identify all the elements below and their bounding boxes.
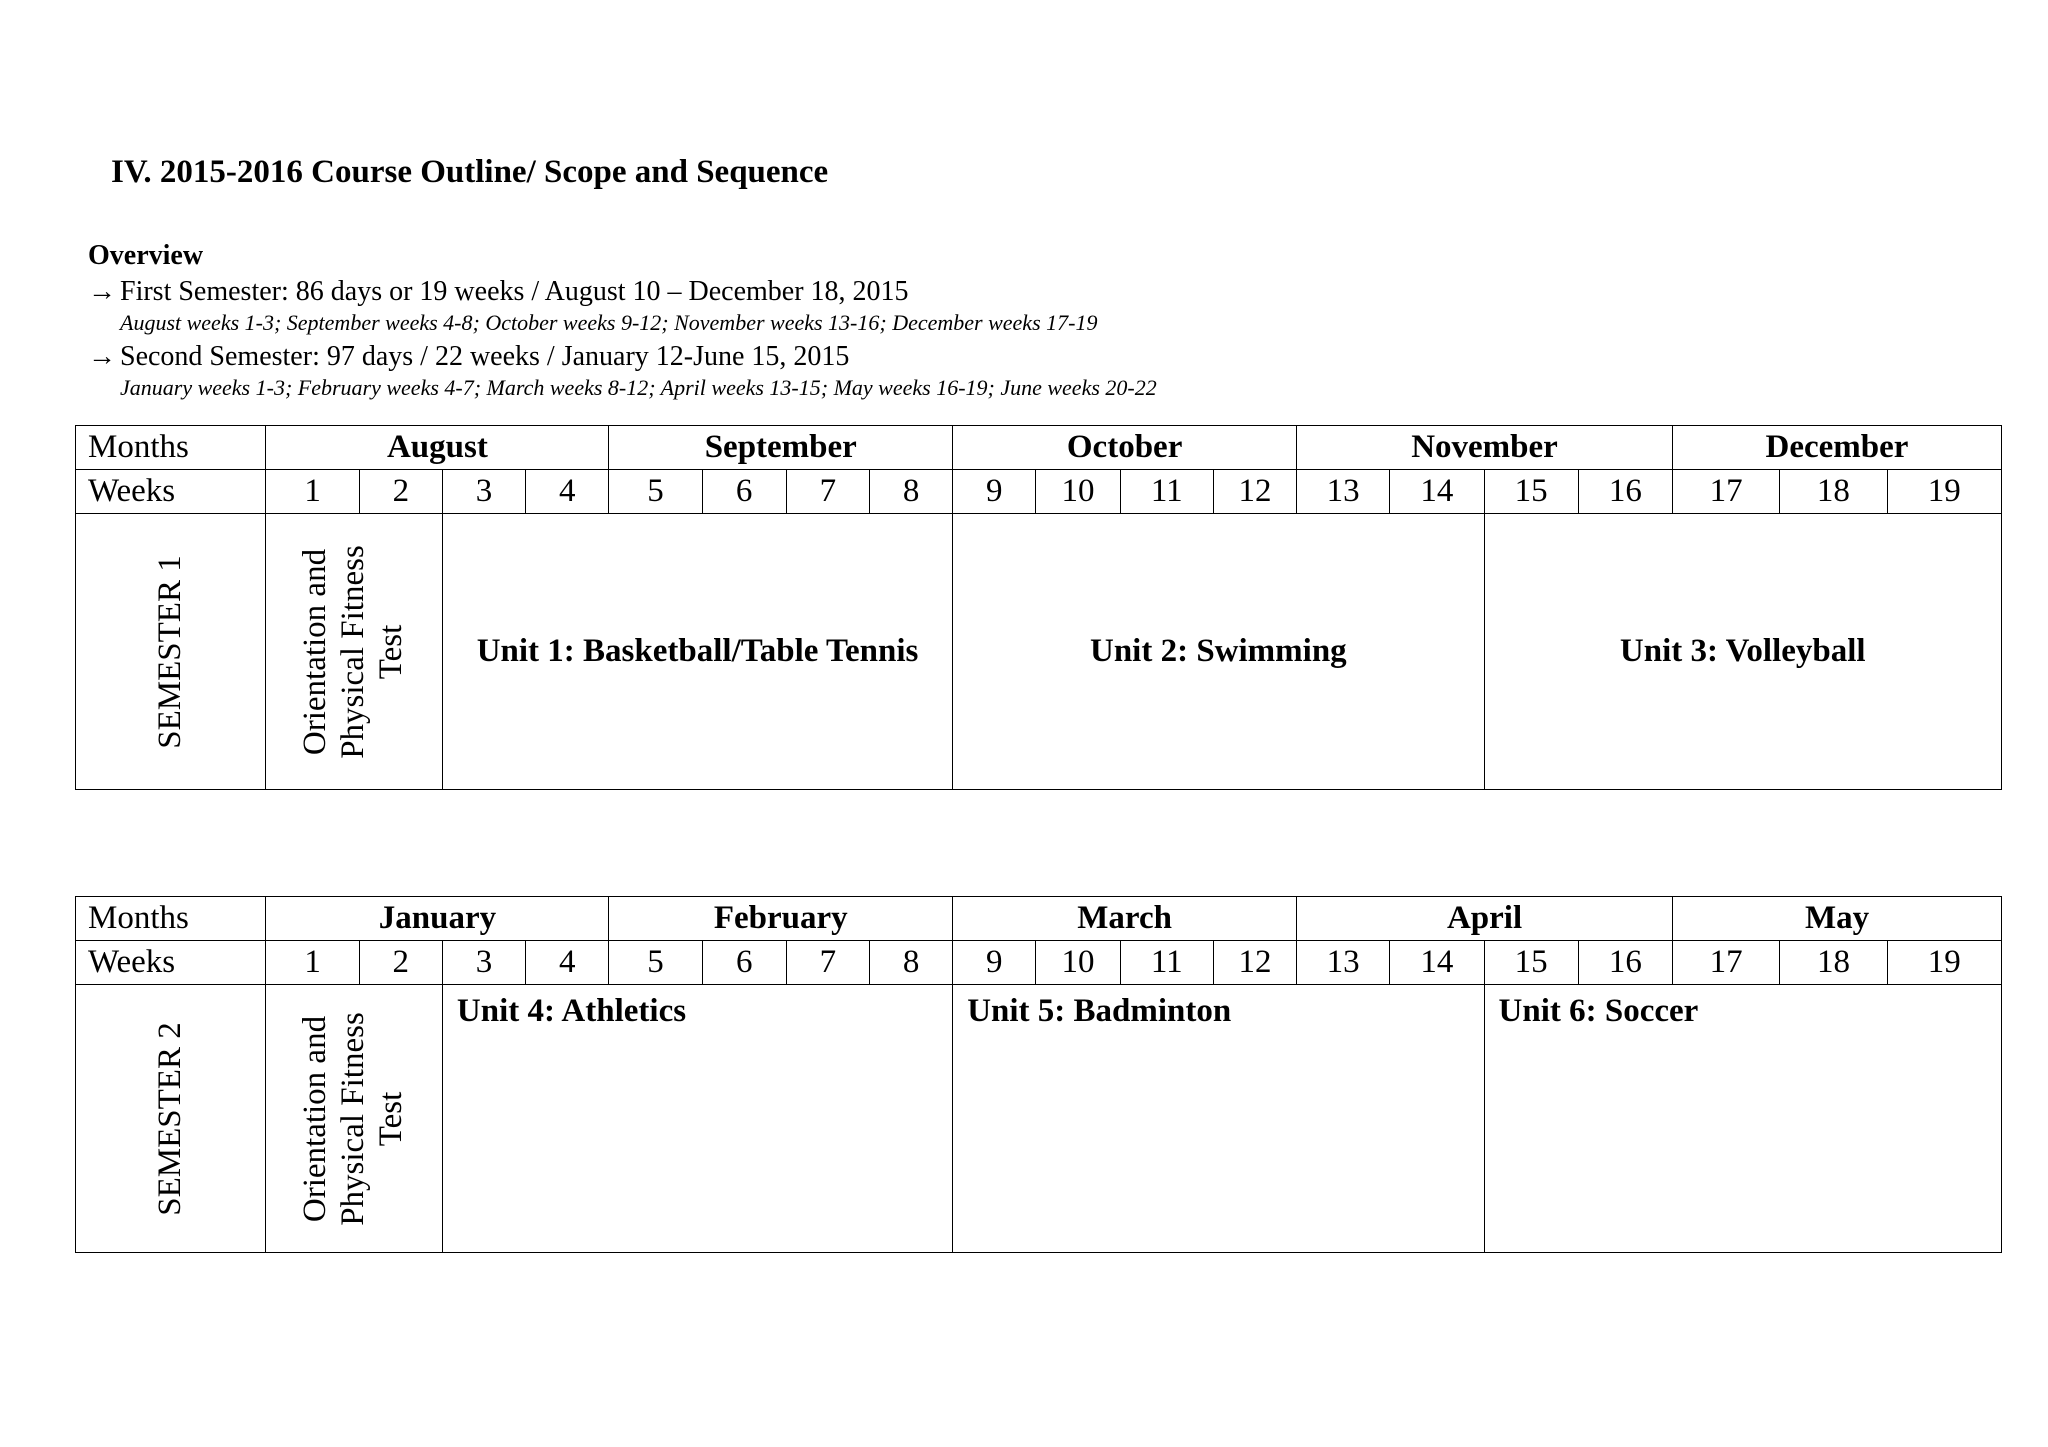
unit-cell: Unit 5: Badminton [953,985,1484,1253]
week-cell: 12 [1213,941,1296,985]
unit-cell: Unit 4: Athletics [442,985,952,1253]
unit-cell: Unit 3: Volleyball [1484,514,2001,790]
semester-label: SEMESTER 1 [151,554,188,749]
week-cell: 1 [266,941,359,985]
week-cell: 8 [870,941,953,985]
orientation-text [297,545,411,759]
week-cell: 9 [953,470,1036,514]
unit-cell: Unit 1: Basketball/Table Tennis [442,514,952,790]
week-cell: 13 [1297,941,1390,985]
week-cell: 15 [1484,470,1578,514]
orientation-line: Test [373,624,410,679]
month-header: August [266,426,609,470]
week-cell: 11 [1120,470,1213,514]
week-cell: 17 [1672,470,1779,514]
semester1-week-breakdown: August weeks 1-3; September weeks 4-8; October weeks 9-12; November weeks 13-16; December weeks 17-19 [120,310,1098,335]
orientation-text [297,1012,411,1226]
month-header: September [609,426,953,470]
orientation-line: Physical Fitness [335,1011,372,1226]
week-cell: 17 [1673,941,1780,985]
month-header: January [266,897,609,941]
week-cell: 11 [1120,941,1213,985]
month-header: May [1673,897,2002,941]
week-cell: 8 [869,470,952,514]
month-header: October [953,426,1297,470]
week-cell: 12 [1213,470,1296,514]
week-cell: 14 [1390,941,1484,985]
week-cell: 16 [1578,470,1672,514]
week-cell: 18 [1780,470,1887,514]
week-cell: 14 [1390,470,1484,514]
semester2-week-breakdown: January weeks 1-3; February weeks 4-7; March weeks 8-12; April weeks 13-15; May weeks 16-19; June weeks 20-22 [120,375,1157,400]
semester1-summary-text: First Semester: 86 days or 19 weeks / August 10 – December 18, 2015 [120,276,909,307]
month-header: April [1297,897,1673,941]
page-title: IV. 2015-2016 Course Outline/ Scope and Sequence [111,154,829,190]
overview-heading: Overview [88,240,204,271]
week-cell: 9 [953,941,1036,985]
orientation-line: Physical Fitness [335,544,372,759]
week-cell: 15 [1484,941,1578,985]
month-header: November [1297,426,1673,470]
semester2-schedule-table [75,896,2002,1253]
week-cell: 16 [1578,941,1672,985]
week-cell: 2 [359,470,442,514]
months-label: Months [76,426,266,470]
unit-cell: Unit 2: Swimming [953,514,1484,790]
semester2-summary-text: Second Semester: 97 days / 22 weeks / January 12-June 15, 2015 [120,341,850,372]
semester-label-cell [76,985,266,1253]
week-cell: 18 [1780,941,1887,985]
month-header: March [953,897,1297,941]
week-cell: 1 [266,470,359,514]
week-cell: 3 [442,470,525,514]
week-cell: 3 [442,941,525,985]
arrow-right-icon: → [88,341,116,372]
week-cell: 13 [1297,470,1390,514]
week-cell: 5 [609,470,702,514]
week-cell: 7 [786,941,869,985]
arrow-right-icon: → [88,276,116,307]
week-cell: 10 [1036,941,1120,985]
week-cell: 5 [609,941,702,985]
week-cell: 6 [702,470,786,514]
month-header: February [609,897,953,941]
orientation-line: Orientation and [297,1015,334,1222]
week-cell: 4 [526,470,609,514]
months-label: Months [76,897,266,941]
month-header: December [1672,426,2001,470]
semester-label: SEMESTER 2 [151,1021,188,1216]
weeks-label: Weeks [76,470,266,514]
semester1-summary [88,276,909,308]
week-cell: 4 [526,941,609,985]
orientation-cell [266,514,442,790]
semester-label-cell [76,514,266,790]
orientation-cell [266,985,442,1253]
week-cell: 10 [1036,470,1120,514]
unit-cell: Unit 6: Soccer [1484,985,2001,1253]
week-cell: 19 [1887,470,2001,514]
weeks-label: Weeks [76,941,266,985]
week-cell: 2 [359,941,442,985]
semester2-summary [88,341,849,373]
semester1-schedule-table [75,425,2002,790]
week-cell: 19 [1887,941,2001,985]
orientation-line: Orientation and [297,548,334,755]
orientation-line: Test [373,1091,410,1146]
week-cell: 6 [702,941,786,985]
week-cell: 7 [786,470,869,514]
